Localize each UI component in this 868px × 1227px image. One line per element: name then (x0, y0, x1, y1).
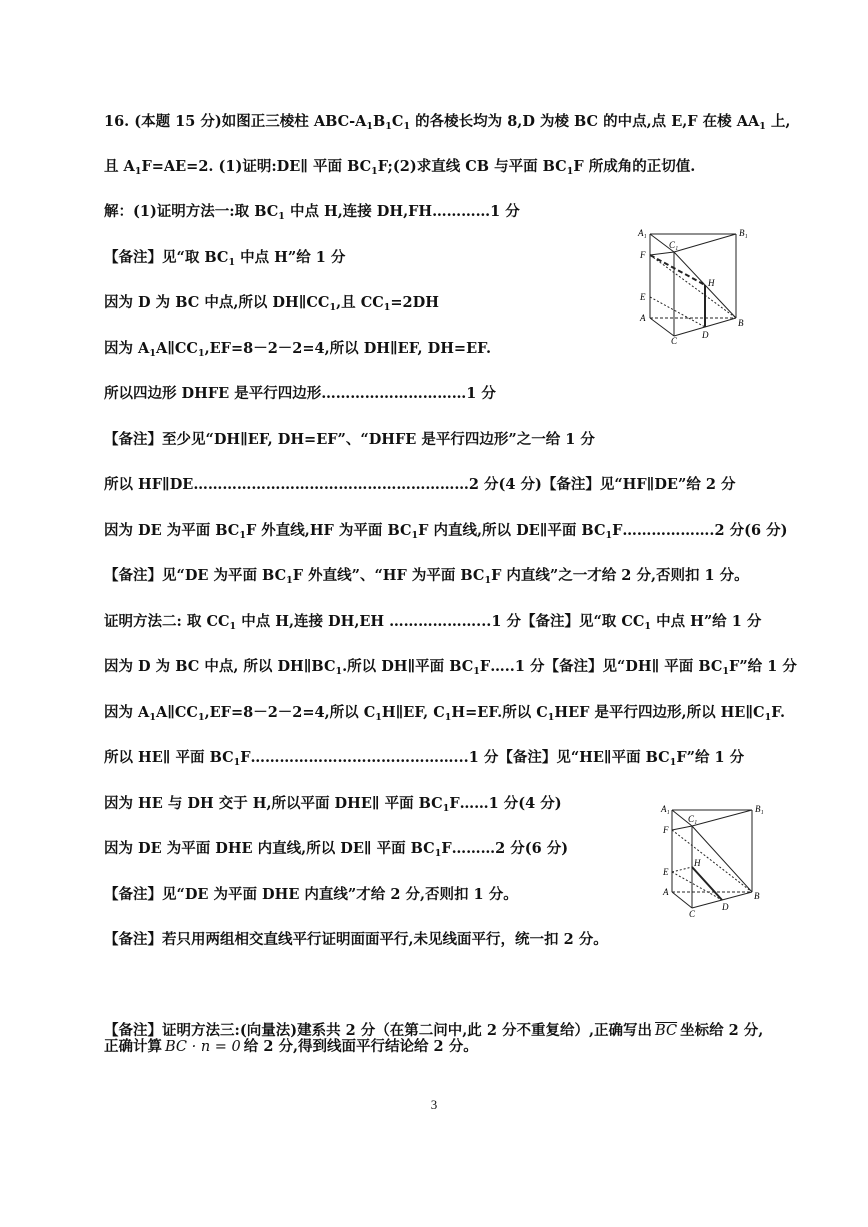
text-line-2 (104, 157, 695, 177)
text-line-13 (104, 657, 797, 677)
fig1-label-h: H (708, 278, 715, 288)
subscript: 1 (366, 121, 374, 132)
fig2-label-b: B (754, 891, 760, 901)
text-segment: F;(2)求直线 CB 与平面 BC (377, 158, 567, 175)
text-segment: F. (771, 704, 786, 721)
fig1-label-c1: C₁ (669, 240, 679, 250)
text-segment: 因为 D 为 BC 中点,所以 DH∥CC (104, 294, 330, 311)
subscript: 1 (759, 121, 766, 132)
fig1-label-b: B (738, 318, 744, 328)
text-segment: A∥CC (155, 704, 198, 721)
text-segment: 因为 DE 为平面 BC (104, 522, 240, 539)
text-line-15 (104, 748, 744, 768)
text-line-8 (104, 430, 595, 450)
subscript: 1 (385, 121, 392, 132)
text-segment: F……………………………………...1 分【备注】见“HE∥平面 BC (240, 749, 670, 766)
text-segment: ,EF=8－2－2=4,所以 C (204, 704, 376, 721)
text-segment: 证明方法二: 取 CC (104, 613, 230, 630)
subscript: 1 (605, 530, 613, 541)
text-segment: F 外直线,HF 为平面 BC (245, 522, 412, 539)
subscript: 1 (473, 666, 480, 677)
subscript: 1 (375, 712, 382, 723)
text-segment: .所以 DH∥平面 BC (342, 658, 474, 675)
subscript: 1 (547, 712, 555, 723)
text-segment: 【备注】见“取 BC (104, 249, 229, 266)
text-line-18 (104, 885, 518, 905)
text-line-4 (104, 248, 345, 268)
subscript: 1 (484, 575, 492, 586)
fig2-label-a1: A₁ (661, 804, 670, 814)
subscript: 1 (286, 575, 293, 586)
line20-before: 【备注】证明方法三:(向量法)建系共 2 分（在第二问中,此 2 分不重复给）,正确写出 (104, 1022, 653, 1039)
text-segment: 中点 H”给 1 分 (651, 613, 762, 630)
line20-after: 坐标给 2 分, (680, 1022, 764, 1039)
prism-diagram-2 (660, 802, 768, 918)
subscript: 1 (335, 666, 343, 677)
text-segment: 所以 HE∥ 平面 BC (104, 749, 234, 766)
subscript: 1 (149, 712, 156, 723)
subscript: 1 (228, 257, 236, 268)
text-line-3 (104, 202, 520, 222)
fig1-label-d: D (702, 330, 709, 340)
text-segment: 中点 H”给 1 分 (235, 249, 346, 266)
prism-figure-2 (660, 802, 768, 922)
subscript: 1 (278, 211, 285, 222)
subscript: 1 (197, 712, 205, 723)
subscript: 1 (644, 621, 652, 632)
fig1-label-b1: B₁ (739, 228, 748, 238)
fig2-label-c1: C₁ (688, 814, 698, 824)
text-segment: 的各棱长均为 8,D 为棱 BC 的中点,点 E,F 在棱 AA (410, 113, 760, 130)
text-segment: 因为 A (104, 340, 150, 357)
text-segment: A∥CC (155, 340, 198, 357)
line-21 (104, 1037, 478, 1057)
subscript: 1 (444, 712, 452, 723)
text-segment: F 内直线,所以 DE∥平面 BC (418, 522, 606, 539)
vector-bc: $\overline{BC}$ (655, 1023, 678, 1039)
text-segment: 因为 D 为 BC 中点, 所以 DH∥BC (104, 658, 336, 675)
text-line-17 (104, 839, 568, 859)
line21-after: 给 2 分,得到线面平行结论给 2 分。 (243, 1038, 478, 1055)
text-segment: 上, (765, 113, 791, 130)
text-segment: ,EF=8－2－2=4,所以 DH∥EF, DH=EF. (204, 340, 492, 357)
text-segment: H=EF.所以 C (451, 704, 548, 721)
fig2-label-f: F (663, 825, 669, 835)
text-segment: F”给 1 分 (729, 658, 797, 675)
text-line-9 (104, 475, 736, 495)
text-segment: F…..1 分【备注】见“DH∥ 平面 BC (479, 658, 723, 675)
subscript: 1 (442, 803, 450, 814)
fig2-label-b1: B₁ (755, 804, 764, 814)
subscript: 1 (722, 666, 730, 677)
text-segment: F 所成角的正切值. (573, 158, 696, 175)
text-segment: F 内直线”之一才给 2 分,否则扣 1 分。 (491, 567, 749, 584)
text-segment: F……1 分(4 分) (449, 795, 562, 812)
subscript: 1 (566, 166, 574, 177)
text-line-12 (104, 612, 761, 632)
subscript: 1 (329, 302, 337, 313)
dot-product-formula: BC · n = 0 (165, 1039, 241, 1055)
text-segment: F……………….2 分(6 分) (612, 522, 788, 539)
subscript: 1 (411, 530, 419, 541)
fig1-label-c: C (671, 336, 678, 344)
text-line-7 (104, 384, 496, 404)
subscript: 1 (669, 757, 677, 768)
text-line-6 (104, 339, 491, 359)
fig2-label-h: H (694, 858, 701, 868)
page-number: 3 (430, 1097, 438, 1112)
text-segment: B (373, 113, 386, 130)
text-line-11 (104, 566, 749, 586)
fig2-label-a: A (663, 887, 669, 897)
prism-diagram-1 (636, 226, 770, 344)
subscript: 1 (233, 757, 241, 768)
text-segment: C (391, 113, 404, 130)
text-segment: 所以 HF∥DE…………………………………………………2 分(4 分)【备注】见“HF∥DE”给 2 分 (104, 476, 736, 493)
fig1-label-a1: A₁ (638, 228, 647, 238)
text-line-14 (104, 703, 785, 723)
fig2-label-c: C (689, 909, 696, 918)
fig1-label-a: A (640, 313, 646, 323)
text-line-1 (104, 112, 790, 132)
subscript: 1 (434, 848, 442, 859)
text-segment: =2DH (390, 294, 439, 311)
text-segment: 因为 A (104, 704, 150, 721)
text-segment: H∥EF, C (381, 704, 445, 721)
text-segment: F 外直线”、“HF 为平面 BC (292, 567, 485, 584)
text-segment: F………2 分(6 分) (441, 840, 569, 857)
text-line-5 (104, 293, 439, 313)
subscript: 1 (371, 166, 378, 177)
text-segment: 16. (本题 15 分)如图正三棱柱 ABC-A (104, 113, 367, 130)
fig2-label-e: E (663, 867, 669, 877)
fig2-label-d: D (722, 902, 729, 912)
text-segment: 因为 HE 与 DH 交于 H,所以平面 DHE∥ 平面 BC (104, 795, 443, 812)
text-line-16 (104, 794, 562, 814)
fig1-label-e: E (640, 292, 646, 302)
text-segment: 【备注】至少见“DH∥EF, DH=EF”、“DHFE 是平行四边形”之一给 1 分 (104, 431, 595, 448)
subscript: 1 (149, 348, 156, 359)
text-line-19 (104, 930, 608, 950)
subscript: 1 (239, 530, 246, 541)
text-segment: 且 A (104, 158, 135, 175)
subscript: 1 (383, 302, 391, 313)
fig1-label-f: F (640, 250, 646, 260)
text-line-10 (104, 521, 787, 541)
text-segment: ,且 CC (336, 294, 384, 311)
text-segment: F=AE=2. (1)证明:DE∥ 平面 BC (141, 158, 372, 175)
text-segment: 【备注】见“DE 为平面 DHE 内直线”才给 2 分,否则扣 1 分。 (104, 886, 518, 903)
subscript: 1 (134, 166, 142, 177)
text-segment: 中点 H,连接 DH,EH ………………...1 分【备注】见“取 CC (236, 613, 645, 630)
text-segment: F”给 1 分 (676, 749, 745, 766)
subscript: 1 (229, 621, 237, 632)
subscript: 1 (764, 712, 772, 723)
text-segment: 【备注】见“DE 为平面 BC (104, 567, 287, 584)
text-segment: 因为 DE 为平面 DHE 内直线,所以 DE∥ 平面 BC (104, 840, 435, 857)
text-segment: 解：(1)证明方法一:取 BC (104, 203, 279, 220)
text-segment: HEF 是平行四边形,所以 HE∥C (554, 704, 765, 721)
text-segment: 所以四边形 DHFE 是平行四边形…………………………1 分 (104, 385, 496, 402)
line21-before: 正确计算 (104, 1038, 162, 1055)
text-segment: 中点 H,连接 DH,FH…………1 分 (284, 203, 520, 220)
text-segment: 【备注】若只用两组相交直线平行证明面面平行,未见线面平行，统一扣 2 分。 (104, 931, 608, 948)
subscript: 1 (197, 348, 205, 359)
prism-figure-1 (636, 226, 770, 348)
subscript: 1 (403, 121, 411, 132)
